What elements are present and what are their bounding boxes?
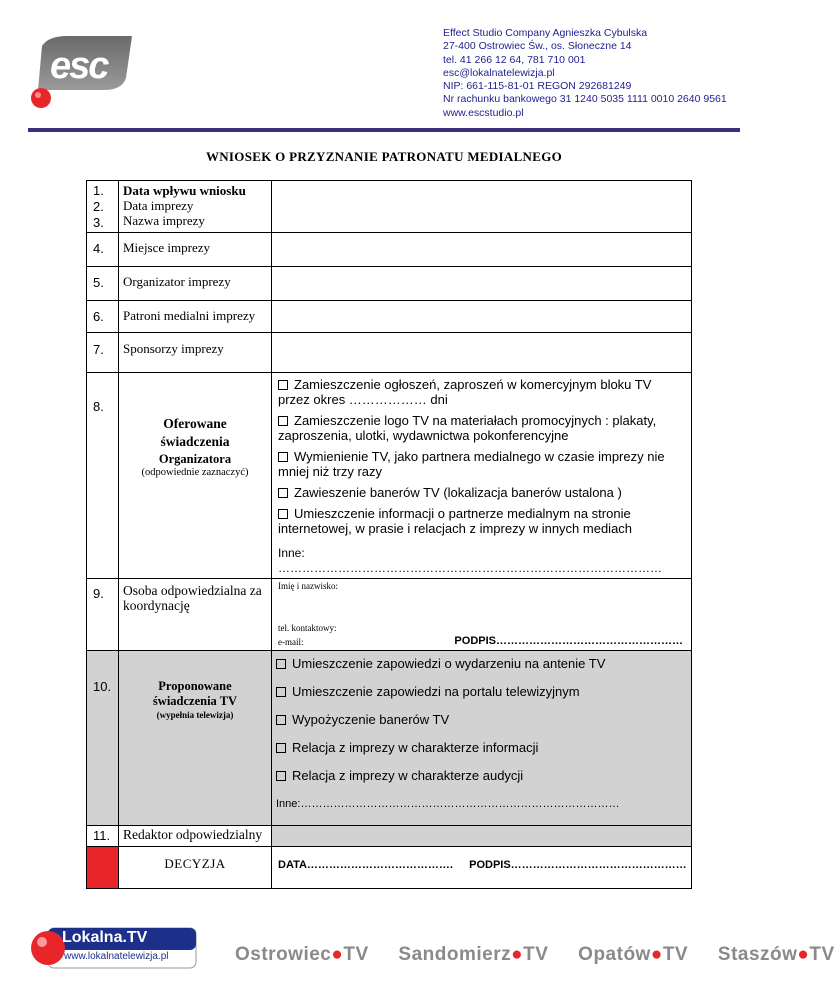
form-row-8 (87, 373, 692, 579)
row-label: Miejsce imprezy (119, 233, 272, 267)
editor-field[interactable] (272, 826, 692, 847)
row-number: 8. (87, 373, 119, 579)
offer-option[interactable] (278, 413, 685, 443)
row-label: Data imprezy (123, 198, 194, 213)
esc-logo-icon (28, 28, 138, 112)
company-line: Nr rachunku bankowego 31 1240 5035 1111 0010 2640 9561 (443, 93, 727, 106)
row-number: 9. (87, 579, 119, 651)
tv-option[interactable] (276, 657, 685, 671)
tv-option[interactable] (276, 713, 685, 727)
offer-option[interactable] (278, 485, 685, 500)
offer-note: (odpowiednie zaznaczyć) (141, 467, 249, 478)
form-row-6 (87, 301, 692, 333)
checkbox-icon[interactable] (278, 380, 288, 390)
checkbox-icon[interactable] (276, 659, 286, 669)
checkbox-icon[interactable] (278, 488, 288, 498)
company-info (443, 27, 727, 120)
row-number: 4. (87, 233, 119, 267)
form-row-4 (87, 233, 692, 267)
form-row-1-3 (87, 181, 692, 233)
checkbox-icon[interactable] (278, 416, 288, 426)
row-label: Sponsorzy imprezy (119, 333, 272, 373)
tv-offer-heading: świadczenia TV (152, 694, 238, 708)
offer-option[interactable] (278, 506, 685, 536)
form-row-9 (87, 579, 692, 651)
decision-marker (87, 847, 119, 889)
phone-field[interactable]: tel. kontaktowy: (278, 623, 337, 633)
brand-staszow: Staszów●TV (717, 944, 835, 965)
form-title: WNIOSEK O PRZYZNANIE PATRONATU MEDIALNEGO (205, 149, 563, 164)
svg-text:esc: esc (50, 45, 108, 87)
checkbox-icon[interactable] (278, 452, 288, 462)
badge-title: Lokalna.TV (62, 929, 148, 946)
checkbox-icon[interactable] (276, 743, 286, 753)
row-number: 11. (87, 826, 119, 847)
offer-option-text: Wymienienie TV, jako partnera medialnego w czasie imprezy nie mniej niż trzy razy (278, 449, 665, 479)
tv-option[interactable] (276, 685, 685, 699)
tv-option[interactable] (276, 769, 685, 783)
row-label: Organizator imprezy (119, 267, 272, 301)
offer-option-text: Zawieszenie banerów TV (lokalizacja banerów ustalona ) (294, 485, 622, 500)
company-line: NIP: 661-115-81-01 REGON 292681249 (443, 80, 632, 93)
row-number: 1. (93, 183, 104, 198)
decision-row (87, 847, 692, 889)
offer-option[interactable] (278, 449, 685, 479)
company-line: esc@lokalnatelewizja.pl (443, 66, 555, 79)
row-number: 6. (87, 301, 119, 333)
event-info-field[interactable] (272, 181, 692, 233)
offer-option-text: Umieszczenie informacji o partnerze medialnym na stronie internetowej, w prasie i relacjach z imprezy w innych mediach (278, 506, 633, 536)
form-row-10 (87, 651, 692, 826)
tv-option-text: Relacja z imprezy w charakterze informacji (292, 740, 539, 755)
row-label: Nazwa imprezy (123, 213, 205, 228)
checkbox-icon[interactable] (276, 687, 286, 697)
row-number: 10. (87, 651, 119, 826)
media-patrons-field[interactable] (272, 301, 692, 333)
checkbox-icon[interactable] (278, 509, 288, 519)
offer-other[interactable]: Inne: …………………………………………………………………………………… (278, 546, 662, 575)
tv-option[interactable] (276, 741, 685, 755)
company-line: 27-400 Ostrowiec Św., os. Słoneczne 14 (443, 40, 632, 53)
form-row-11 (87, 826, 692, 847)
checkbox-icon[interactable] (276, 715, 286, 725)
tv-offer-heading: Proponowane (158, 679, 232, 693)
row-number: 3. (93, 215, 104, 230)
checkbox-icon[interactable] (276, 771, 286, 781)
brand-opatow: Opatów●TV (578, 944, 689, 965)
tv-option-text: Wypożyczenie banerów TV (292, 712, 450, 727)
tv-option-text: Relacja z imprezy w charakterze audycji (292, 768, 524, 783)
organizer-field[interactable] (272, 267, 692, 301)
brand-sandomierz: Sandomierz●TV (398, 944, 549, 965)
brand-ostrowiec: Ostrowiec●TV (235, 944, 369, 965)
offer-option-text: Zamieszczenie logo TV na materiałach promocyjnych : plakaty, zaproszenia, ulotki, wydawnictwa pokonferencyjne (278, 413, 657, 443)
company-line: tel. 41 266 12 64, 781 710 001 (443, 53, 586, 66)
company-line: Effect Studio Company Agnieszka Cybulska (443, 27, 648, 39)
application-form (86, 180, 692, 889)
event-place-field[interactable] (272, 233, 692, 267)
signature-field[interactable]: PODPIS…………………………………………… (454, 635, 683, 647)
row-label: Redaktor odpowiedzialny (119, 826, 272, 847)
row-label: Patroni medialni imprezy (119, 301, 272, 333)
header-divider (28, 128, 740, 132)
email-field[interactable]: e-mail: (278, 637, 304, 647)
offer-option[interactable] (278, 377, 685, 407)
row-number: 5. (87, 267, 119, 301)
footer-brands (235, 944, 835, 966)
form-row-5 (87, 267, 692, 301)
tv-option-text: Umieszczenie zapowiedzi o wydarzeniu na antenie TV (292, 656, 606, 671)
decision-date-field[interactable]: DATA…………………………………. (278, 859, 453, 871)
row-number: 2. (93, 199, 104, 214)
company-line: www.escstudio.pl (443, 106, 524, 119)
name-field[interactable]: Imię i nazwisko: (278, 581, 338, 591)
offer-heading: Organizatora (158, 452, 232, 466)
form-row-7 (87, 333, 692, 373)
offer-heading: świadczenia (160, 434, 230, 449)
sponsors-field[interactable] (272, 333, 692, 373)
row-label: Osoba odpowiedzialna za koordynację (119, 579, 272, 651)
offer-option-text: Zamieszczenie ogłoszeń, zaproszeń w komercyjnym bloku TV przez okres ……………… dni (278, 377, 652, 407)
row-number: 7. (87, 333, 119, 373)
row-label: Data wpływu wniosku (123, 183, 246, 198)
tv-offer-note: (wypełnia telewizja) (156, 710, 234, 720)
badge-url[interactable]: www.lokalnatelewizja.pl (64, 951, 169, 962)
tv-other[interactable]: Inne:…………………………………………………………………………… (276, 798, 620, 810)
offer-heading: Oferowane (163, 416, 227, 431)
decision-label: DECYZJA (119, 847, 272, 889)
tv-option-text: Umieszczenie zapowiedzi na portalu telewizyjnym (292, 684, 580, 699)
decision-signature-field[interactable]: PODPIS………………………………………… (469, 859, 687, 871)
